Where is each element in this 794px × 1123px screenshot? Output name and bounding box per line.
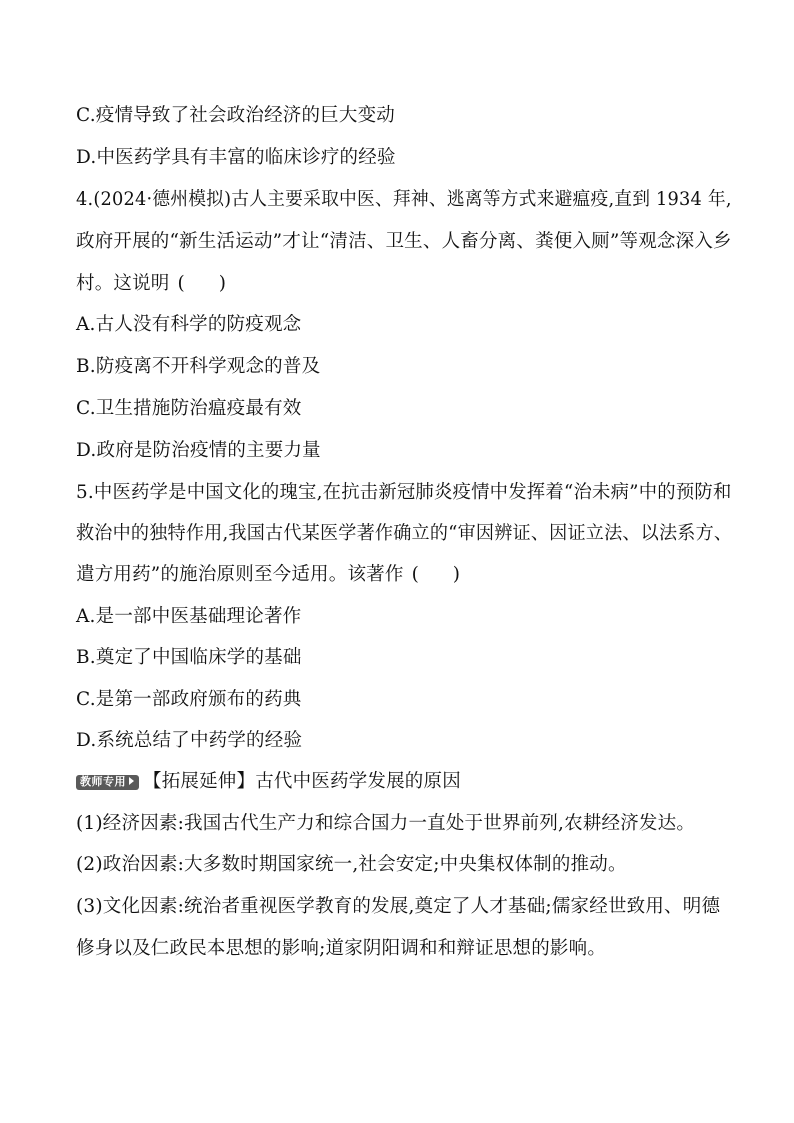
extension-header [76,770,726,794]
extension-title: 【拓展延伸】古代中医药学发展的原因 [143,771,461,792]
q5-option-d: D.系统总结了中药学的经验 [76,730,303,751]
q4-option-c: C.卫生措施防治瘟疫最有效 [76,398,302,419]
q3-option-c: C.疫情导致了社会政治经济的巨大变动 [76,105,395,126]
extension-item-1: (1)经济因素:我国古代生产力和综合国力一直处于世界前列,农耕经济发达。 [76,813,696,834]
play-arrow-icon [129,777,134,785]
q5-option-b: B.奠定了中国临床学的基础 [76,647,302,668]
extension-item-2: (2)政治因素:大多数时期国家统一,社会安定;中央集权体制的推动。 [76,854,627,875]
q5-option-c: C.是第一部政府颁布的药典 [76,689,302,710]
teacher-only-tag [76,775,139,790]
q4-paren-close: ) [218,273,226,294]
q5-stem-line-1: 5.中医药学是中国文化的瑰宝,在抗击新冠肺炎疫情中发挥着“治未病”中的预防和 [76,482,732,503]
q5-stem-text: 遣方用药”的施治原则至今适用。该著作 [76,564,404,585]
q4-stem-line-3 [76,272,726,296]
q4-option-b: B.防疫离不开科学观念的普及 [76,356,321,377]
q4-stem-line-2: 政府开展的“新生活运动”才让“清洁、卫生、人畜分离、粪便入厕”等观念深入乡 [76,231,732,252]
q4-answer-blank [178,272,226,296]
q4-stem-text: 村。这说明 [76,273,170,294]
q5-option-a: A.是一部中医基础理论著作 [76,606,302,627]
teacher-only-tag-label: 教师专用 [80,776,126,788]
extension-item-3-line-1: (3)文化因素:统治者重视医学教育的发展,奠定了人才基础;儒家经世致用、明德 [76,896,721,917]
q4-option-d: D.政府是防治疫情的主要力量 [76,440,321,461]
q5-paren-open: ( [411,564,419,585]
q5-stem-line-2: 救治中的独特作用,我国古代某医学著作确立的“审因辨证、因证立法、以法系方、 [76,523,733,544]
q3-option-d: D.中医药学具有丰富的临床诊疗的经验 [76,147,396,168]
q4-option-a: A.古人没有科学的防疫观念 [76,314,302,335]
q4-stem-line-1: 4.(2024·德州模拟)古人主要采取中医、拜神、逃离等方式来避瘟疫,直到 1934 年, [76,189,732,210]
q5-answer-blank [412,563,460,587]
q5-paren-close: ) [452,564,460,585]
extension-item-3-line-2: 修身以及仁政民本思想的影响;道家阴阳调和和辩证思想的影响。 [76,938,607,959]
q4-paren-open: ( [177,273,185,294]
q5-stem-line-3 [76,563,726,587]
